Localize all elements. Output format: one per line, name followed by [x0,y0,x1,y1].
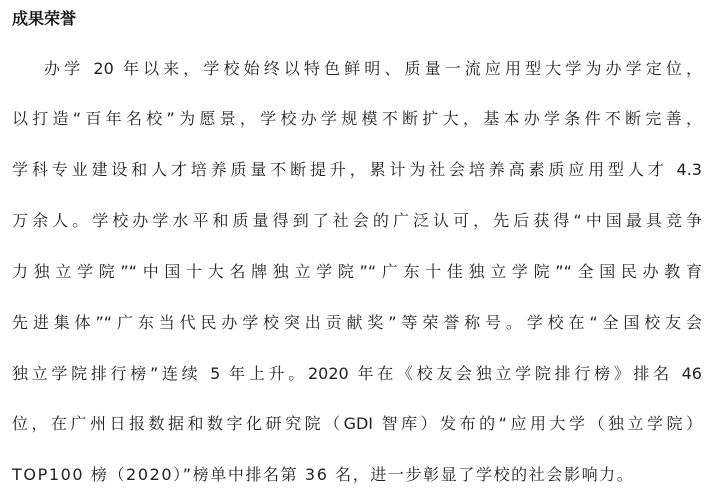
paragraph-line-8: 位，在广州日报数据和数字化研究院（GDI 智库）发布的“应用大学（独立学院） [12,414,702,433]
paragraph-line-3: 学科专业建设和人才培养质量不断提升，累计为社会培养高素质应用型人才 4.3 [12,160,702,179]
section-heading: 成果荣誉 [12,9,77,28]
paragraph-line-5: 力独立学院”“中国十大名牌独立学院”“广东十佳独立学院”“全国民办教育 [12,262,702,281]
paragraph-line-1: 办学 20 年以来，学校始终以特色鲜明、质量一流应用型大学为办学定位， [44,59,702,78]
paragraph-line-6: 先进集体”“广东当代民办学校突出贡献奖”等荣誉称号。学校在“全国校友会 [12,313,702,332]
paragraph-line-2: 以打造“百年名校”为愿景，学校办学规模不断扩大，基本办学条件不断完善， [12,109,702,128]
paragraph-line-7: 独立学院排行榜”连续 5 年上升。2020 年在《校友会独立学院排行榜》排名 46 [12,364,702,383]
paragraph-line-9: TOP100 榜（2020）”榜单中排名第 36 名，进一步彰显了学校的社会影响力。 [12,465,635,484]
paragraph-line-4: 万余人。学校办学水平和质量得到了社会的广泛认可，先后获得“中国最具竞争 [12,211,702,230]
